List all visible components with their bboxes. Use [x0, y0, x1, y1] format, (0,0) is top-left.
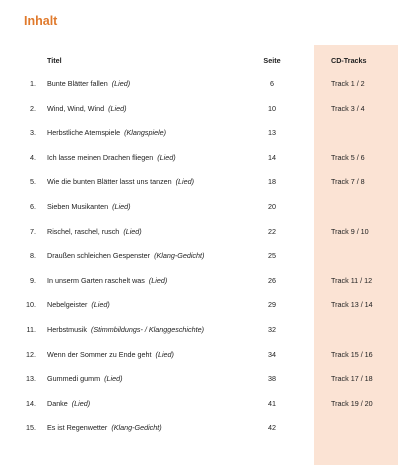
entry-title: Sieben Musikanten	[47, 202, 109, 211]
entry-page: 18	[268, 177, 276, 187]
entry-title-cell	[47, 102, 267, 116]
toc-row	[0, 126, 416, 140]
entry-title-cell	[47, 298, 267, 312]
entry-number: 1.	[30, 79, 36, 88]
entry-title: Wie die bunten Blätter lasst uns tanzen	[47, 177, 172, 187]
toc-row	[0, 274, 416, 288]
entry-title: Rischel, raschel, rusch	[47, 226, 120, 236]
toc-row	[0, 225, 416, 239]
entry-title-cell	[47, 421, 267, 435]
entry-page: 25	[268, 251, 276, 261]
toc-row	[0, 151, 416, 165]
entry-cd-tracks: Track 11 / 12	[331, 275, 373, 285]
entry-cd-tracks: Track 7 / 8	[331, 177, 365, 187]
entry-type: (Klang-Gedicht)	[154, 251, 205, 261]
entry-title: Nebelgeister	[47, 300, 88, 310]
entry-number: 11.	[26, 325, 36, 334]
entry-type: (Klangspiele)	[124, 128, 167, 138]
entry-type: (Lied)	[91, 300, 110, 310]
toc-row	[0, 372, 416, 386]
toc-row	[0, 298, 416, 312]
entry-type: (Lied)	[111, 79, 131, 88]
entry-number: 9.	[30, 275, 36, 285]
entry-title: Es ist Regenwetter	[47, 423, 108, 433]
entry-page: 26	[268, 275, 276, 285]
entry-type: (Lied)	[148, 275, 168, 285]
entry-cd-tracks: Track 17 / 18	[331, 374, 373, 384]
column-header-page: Seite	[263, 56, 281, 65]
entry-page: 32	[268, 325, 276, 334]
column-header-cd-tracks: CD-Tracks	[331, 56, 367, 65]
page-heading: Inhalt	[24, 14, 58, 28]
entry-type: (Lied)	[104, 374, 123, 384]
entry-number: 12.	[26, 349, 36, 359]
entry-page: 29	[268, 300, 276, 310]
entry-number: 15.	[26, 423, 36, 433]
entry-type: (Lied)	[175, 177, 195, 187]
entry-number: 6.	[30, 202, 36, 211]
entry-cd-tracks: Track 19 / 20	[331, 398, 373, 408]
entry-type: (Stimmbildungs- / Klanggeschichte)	[90, 325, 205, 334]
entry-cd-tracks: Track 15 / 16	[331, 349, 373, 359]
entry-cd-tracks: Track 9 / 10	[331, 226, 369, 236]
entry-title: Gummedi gumm	[47, 374, 101, 384]
entry-number: 5.	[30, 177, 36, 187]
entry-page: 42	[268, 423, 276, 433]
entry-type: (Klang-Gedicht)	[111, 423, 162, 433]
toc-row	[0, 348, 416, 362]
entry-number: 4.	[30, 152, 36, 162]
entry-page: 38	[268, 374, 276, 384]
entry-page: 20	[268, 202, 276, 211]
entry-title: Danke	[47, 398, 68, 408]
entry-type: (Lied)	[155, 349, 174, 359]
toc-row	[0, 102, 416, 116]
entry-page: 14	[268, 152, 276, 162]
entry-page: 13	[268, 128, 276, 138]
entry-title-cell	[47, 175, 267, 189]
entry-cd-tracks: Track 3 / 4	[331, 103, 365, 113]
entry-title-cell	[47, 323, 267, 337]
toc-row	[0, 249, 416, 263]
entry-title-cell	[47, 126, 267, 140]
entry-type: (Lied)	[71, 398, 91, 408]
entry-title-cell	[47, 397, 267, 411]
entry-number: 2.	[30, 103, 36, 113]
entry-title: Wind, Wind, Wind	[47, 103, 105, 113]
entry-title-cell	[47, 225, 267, 239]
entry-page: 6	[270, 79, 274, 88]
entry-title-cell	[47, 151, 267, 165]
entry-type: (Lied)	[123, 226, 142, 236]
entry-title: Herbstmusik	[47, 325, 87, 334]
entry-title-cell	[47, 372, 267, 386]
toc-row	[0, 175, 416, 189]
header-row	[0, 54, 416, 68]
entry-number: 7.	[30, 226, 36, 236]
entry-page: 22	[268, 226, 276, 236]
entry-number: 10.	[26, 300, 36, 310]
entry-title: Bunte Blätter fallen	[47, 79, 108, 88]
entry-type: (Lied)	[157, 152, 176, 162]
column-header-title: Titel	[47, 56, 62, 65]
entry-title-cell	[47, 274, 267, 288]
entry-title: Draußen schleichen Gespenster	[47, 251, 151, 261]
entry-type: (Lied)	[112, 202, 131, 211]
entry-page: 10	[268, 103, 276, 113]
entry-cd-tracks: Track 1 / 2	[331, 79, 365, 88]
entry-cd-tracks: Track 13 / 14	[331, 300, 373, 310]
entry-type: (Lied)	[108, 103, 127, 113]
entry-title: Ich lasse meinen Drachen fliegen	[47, 152, 154, 162]
toc-row	[0, 421, 416, 435]
entry-number: 14.	[26, 398, 36, 408]
entry-page: 34	[268, 349, 276, 359]
entry-number: 13.	[26, 374, 36, 384]
toc-row	[0, 397, 416, 411]
entry-title-cell	[47, 348, 267, 362]
entry-cd-tracks: Track 5 / 6	[331, 152, 365, 162]
entry-title-cell	[47, 77, 267, 91]
entry-title: Herbstliche Atemspiele	[47, 128, 121, 138]
entry-title-cell	[47, 200, 267, 214]
entry-title: In unserm Garten raschelt was	[47, 275, 145, 285]
entry-number: 3.	[30, 128, 36, 138]
entry-title-cell	[47, 249, 267, 263]
toc-row	[0, 200, 416, 214]
entry-title: Wenn der Sommer zu Ende geht	[47, 349, 152, 359]
entry-number: 8.	[30, 251, 36, 261]
entry-page: 41	[268, 398, 276, 408]
toc-row	[0, 77, 416, 91]
toc-row	[0, 323, 416, 337]
